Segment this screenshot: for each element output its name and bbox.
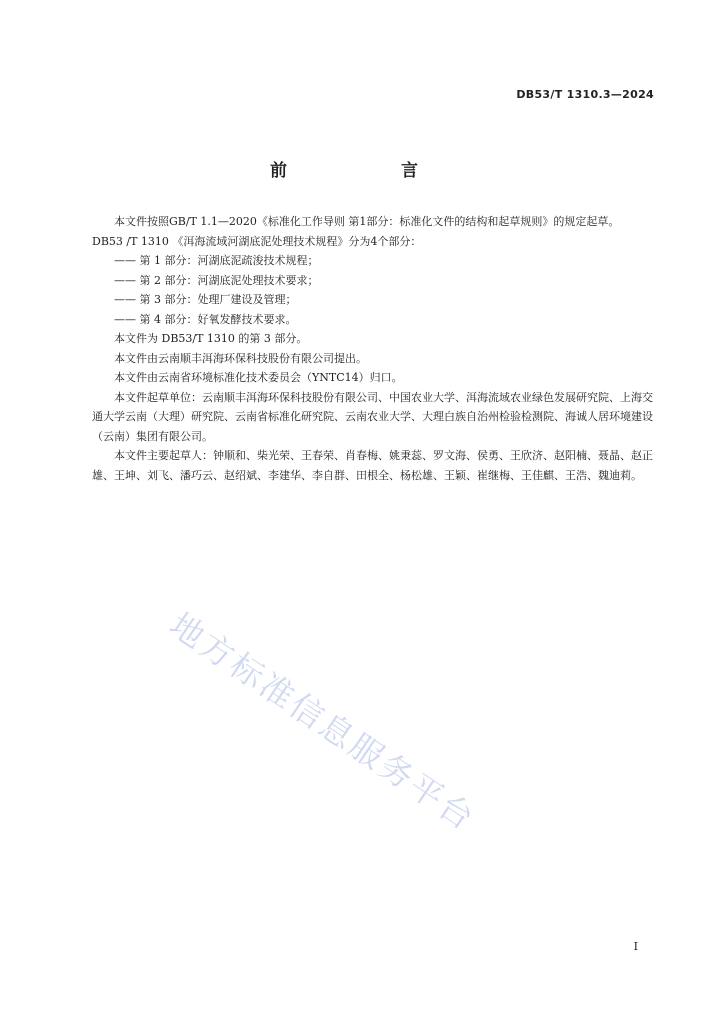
page-title: 前 言 [270, 161, 454, 181]
page-number: I [633, 940, 638, 953]
watermark: 地方标准信息服务平台 [162, 604, 484, 839]
list-item-part-3: —— 第 3 部分：处理厂建设及管理； [114, 293, 297, 306]
list-item-part-2: —— 第 2 部分：河湖底泥处理技术要求； [114, 273, 319, 287]
paragraph-proposer: 本文件由云南顺丰洱海环保科技股份有限公司提出。 [114, 351, 367, 365]
document-code: DB53/T 1310.3—2024 [516, 88, 654, 101]
document-body [92, 212, 658, 485]
paragraph-parts-intro: DB53 /T 1310 《洱海流域河湖底泥处理技术规程》分为4个部分： [92, 234, 422, 248]
paragraph-drafting-rule: 本文件按照GB/T 1.1—2020《标准化工作导则 第1部分：标准化文件的结构和起草规则》的规定起草。 [114, 215, 620, 228]
paragraph-drafters: 本文件主要起草人：钟顺和、柴光荣、王春荣、肖春梅、姚秉蕊、罗文海、侯勇、王欣济、赵阳楠、聂晶、赵正雄、王坤、刘飞、潘巧云、赵绍斌、李建华、李自群、田根全、杨松雄、王颖、崔继梅、王佳麒、王浩、魏迪莉。 [92, 449, 653, 482]
paragraph-committee: 本文件由云南省环境标准化技术委员会（YNTC14）归口。 [114, 371, 403, 384]
list-item-part-4: —— 第 4 部分：好氧发酵技术要求。 [114, 312, 297, 326]
list-item-part-1: —— 第 1 部分：河湖底泥疏浚技术规程； [114, 254, 319, 267]
paragraph-part-number: 本文件为 DB53/T 1310 的第 3 部分。 [114, 332, 308, 345]
paragraph-drafting-units: 本文件起草单位：云南顺丰洱海环保科技股份有限公司、中国农业大学、洱海流域农业绿色发展研究院、上海交通大学云南（大理）研究院、云南省标准化研究院、云南农业大学、大理白族自治州检验检测院、海诚人居环境建设（云南）集团有限公司。 [92, 390, 653, 443]
